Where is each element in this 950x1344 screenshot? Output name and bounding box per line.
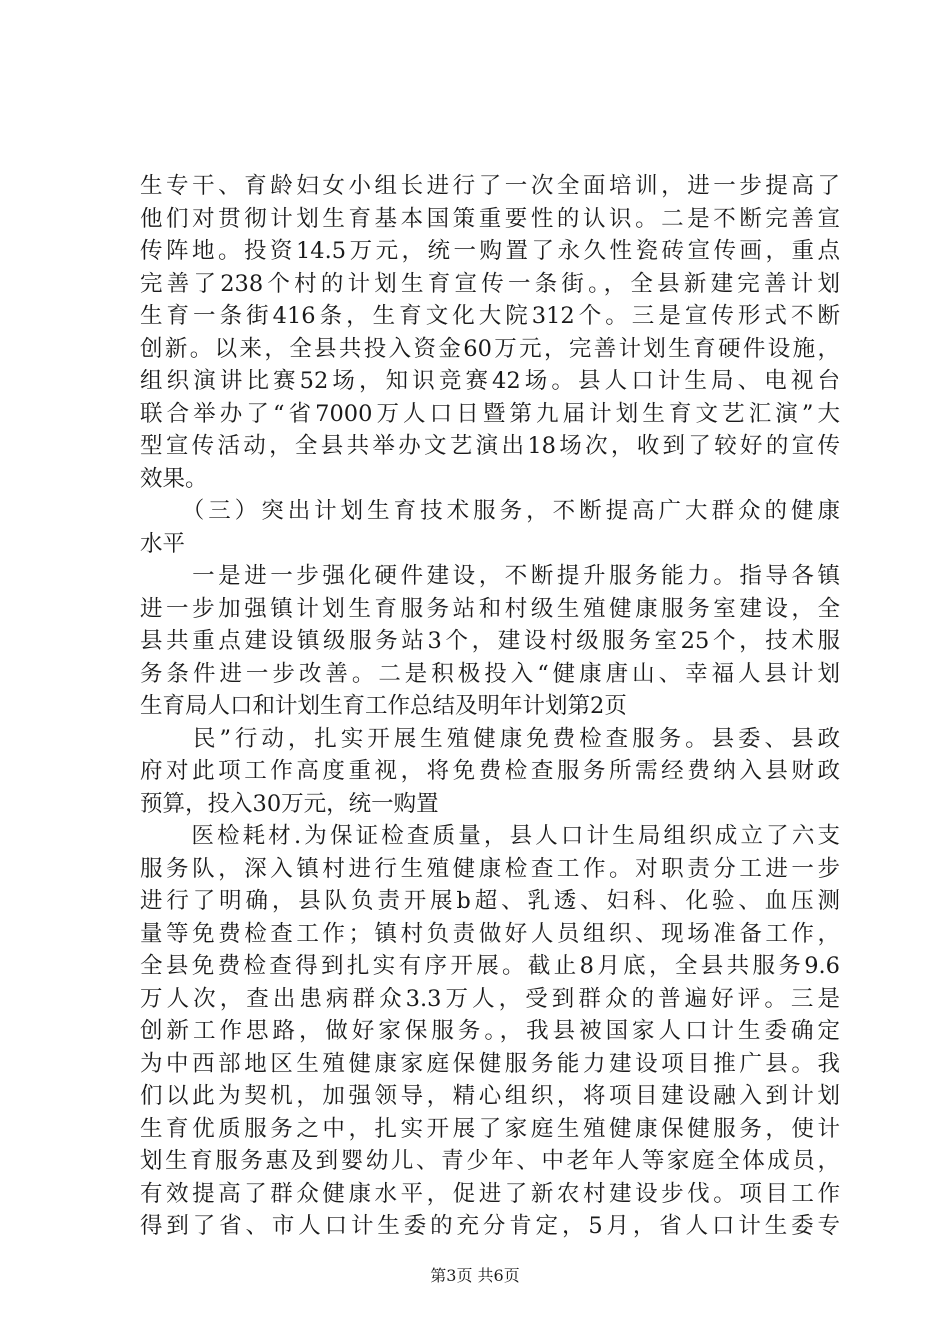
text-line: 生育优质服务之中，扎实开展了家庭生殖健康保健服务，使计 [140, 1115, 840, 1142]
text-line: 划生育服务惠及到婴幼儿、青少年、中老年人等家庭全体成员， [140, 1148, 840, 1174]
text-line: 生专干、育龄妇女小组长进行了一次全面培训，进一步提高了 [140, 173, 840, 199]
text-line: 生育一条街416条，生育文化大院312个。三是宣传形式不断 [140, 303, 840, 329]
text-line: 完善了238个村的计划生育宣传一条街。，全县新建完善计划 [140, 270, 840, 297]
text-line: 组织演讲比赛52场，知识竞赛42场。县人口计生局、电视台 [140, 368, 840, 394]
text-line: 有效提高了群众健康水平，促进了新农村建设步伐。项目工作 [140, 1180, 840, 1207]
text-line: 型宣传活动，全县共举办文艺演出18场次，收到了较好的宣传 [140, 433, 840, 459]
text-line: 传阵地。投资14.5万元，统一购置了永久性瓷砖宣传画，重点 [140, 238, 840, 264]
section-heading-line: 水平 [140, 530, 186, 557]
text-line: 他们对贯彻计划生育基本国策重要性的认识。二是不断完善宣 [140, 205, 840, 232]
section-heading-line: （三）突出计划生育技术服务，不断提高广大群众的健康 [140, 498, 840, 524]
text-line: 进行了明确，县队负责开展b超、乳透、妇科、化验、血压测 [140, 888, 840, 914]
text-line: 务条件进一步改善。二是积极投入“健康唐山、幸福人县计划 [140, 660, 840, 687]
text-line: 府对此项工作高度重视，将免费检查服务所需经费纳入县财政 [140, 758, 840, 784]
text-line: 联合举办了“省7000万人口日暨第九届计划生育文艺汇演”大 [140, 400, 840, 427]
text-line: 医检耗材.为保证检查质量，县人口计生局组织成立了六支 [140, 823, 840, 849]
text-line: 得到了省、市人口计生委的充分肯定，5月，省人口计生委专 [140, 1213, 840, 1239]
text-line: 为中西部地区生殖健康家庭保健服务能力建设项目推广县。我 [140, 1050, 840, 1077]
text-line: 们以此为契机，加强领导，精心组织，将项目建设融入到计划 [140, 1083, 840, 1109]
document-body [140, 170, 840, 1243]
text-line: 服务队，深入镇村进行生殖健康检查工作。对职责分工进一步 [140, 855, 840, 882]
text-line: 效果。 [140, 465, 208, 492]
text-line: 县共重点建设镇级服务站3个，建设村级服务室25个，技术服 [140, 628, 840, 654]
page-number-footer: 第3页 共6页 [430, 1266, 520, 1285]
text-line: 创新。以来，全县共投入资金60万元，完善计划生育硬件设施， [140, 335, 840, 362]
text-line: 量等免费检查工作；镇村负责做好人员组织、现场准备工作， [140, 920, 840, 947]
text-line: 全县免费检查得到扎实有序开展。截止8月底，全县共服务9.6 [140, 953, 840, 979]
text-line: 生育局人口和计划生育工作总结及明年计划第2页 [140, 693, 627, 719]
text-line: 预算，投入30万元，统一购置 [140, 790, 439, 817]
text-line: 创新工作思路，做好家保服务。，我县被国家人口计生委确定 [140, 1018, 840, 1044]
text-line: 一是进一步强化硬件建设，不断提升服务能力。指导各镇 [140, 563, 840, 589]
text-line: 万人次，查出患病群众3.3万人，受到群众的普遍好评。三是 [140, 985, 840, 1012]
text-line: 进一步加强镇计划生育服务站和村级生殖健康服务室建设，全 [140, 595, 840, 622]
text-line: 民”行动，扎实开展生殖健康免费检查服务。县委、县政 [140, 725, 840, 752]
